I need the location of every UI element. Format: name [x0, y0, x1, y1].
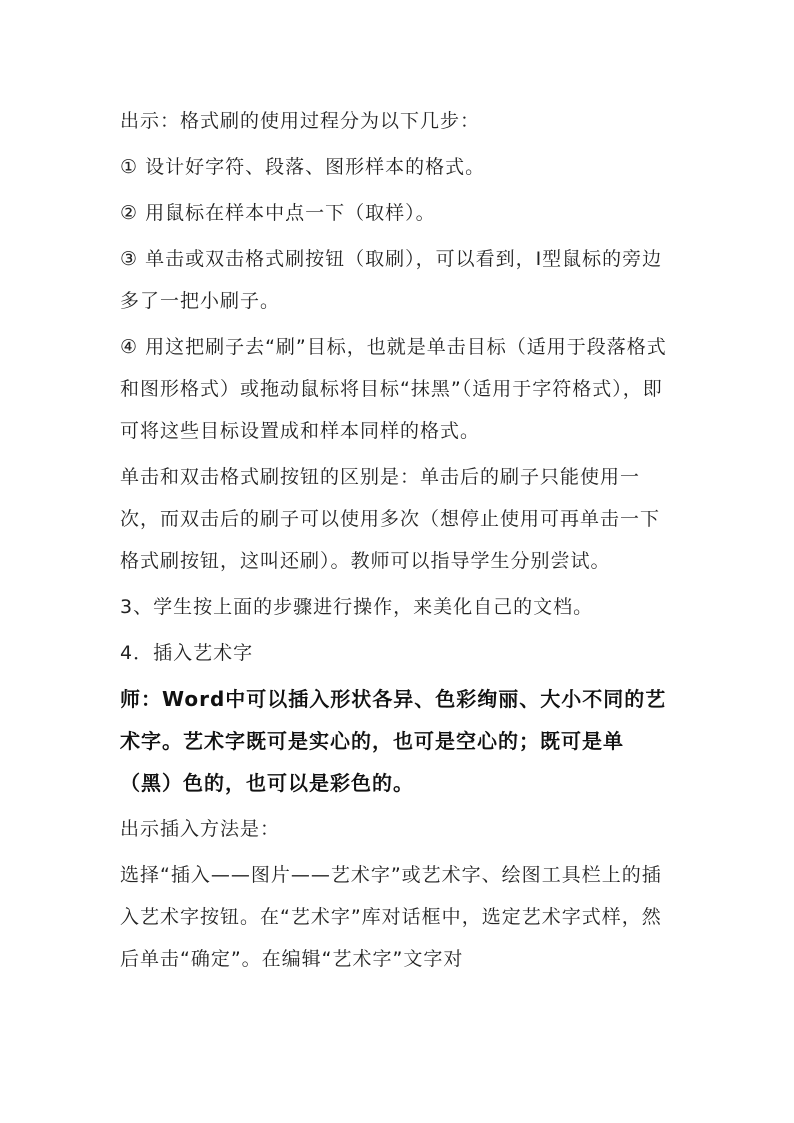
paragraph-format-painter-intro: 出示：格式刷的使用过程分为以下几步：	[120, 110, 481, 132]
paragraph-step-1: ① 设计好字符、段落、图形样本的格式。	[120, 156, 486, 178]
paragraph-heading-insert-wordart: 4．插入艺术字	[120, 642, 254, 664]
paragraph-teacher-wordart-intro: 师：Word中可以插入形状各异、色彩绚丽、大小不同的艺术字。艺术字既可是实心的，也可是空心的；既可是单（黑）色的，也可以是彩色的。	[120, 687, 667, 795]
paragraph-insert-method-label: 出示插入方法是：	[120, 818, 281, 840]
paragraph-step-3: ③ 单击或双击格式刷按钮（取刷），可以看到，I型鼠标的旁边多了一把小刷子。	[120, 248, 663, 312]
paragraph-insert-method-steps: 选择“插入——图片——艺术字”或艺术字、绘图工具栏上的插入艺术字按钮。在“艺术字”库对话框中，选定艺术字式样，然后单击“确定”。在编辑“艺术字”文字对	[120, 864, 662, 970]
paragraph-step-4: ④ 用这把刷子去“刷”目标，也就是单击目标（适用于段落格式和图形格式）或拖动鼠标将目标“抹黑”（适用于字符格式），即可将这些目标设置成和样本同样的格式。	[120, 336, 667, 442]
document-body	[120, 100, 672, 980]
paragraph-student-practice: 3、学生按上面的步骤进行操作，来美化自己的文档。	[120, 596, 594, 618]
paragraph-single-vs-double-click: 单击和双击格式刷按钮的区别是：单击后的刷子只能使用一次，而双击后的刷子可以使用多次（想停止使用可再单击一下格式刷按钮，这叫还刷）。教师可以指导学生分别尝试。	[120, 466, 661, 572]
paragraph-step-2: ② 用鼠标在样本中点一下（取样）。	[120, 202, 436, 224]
